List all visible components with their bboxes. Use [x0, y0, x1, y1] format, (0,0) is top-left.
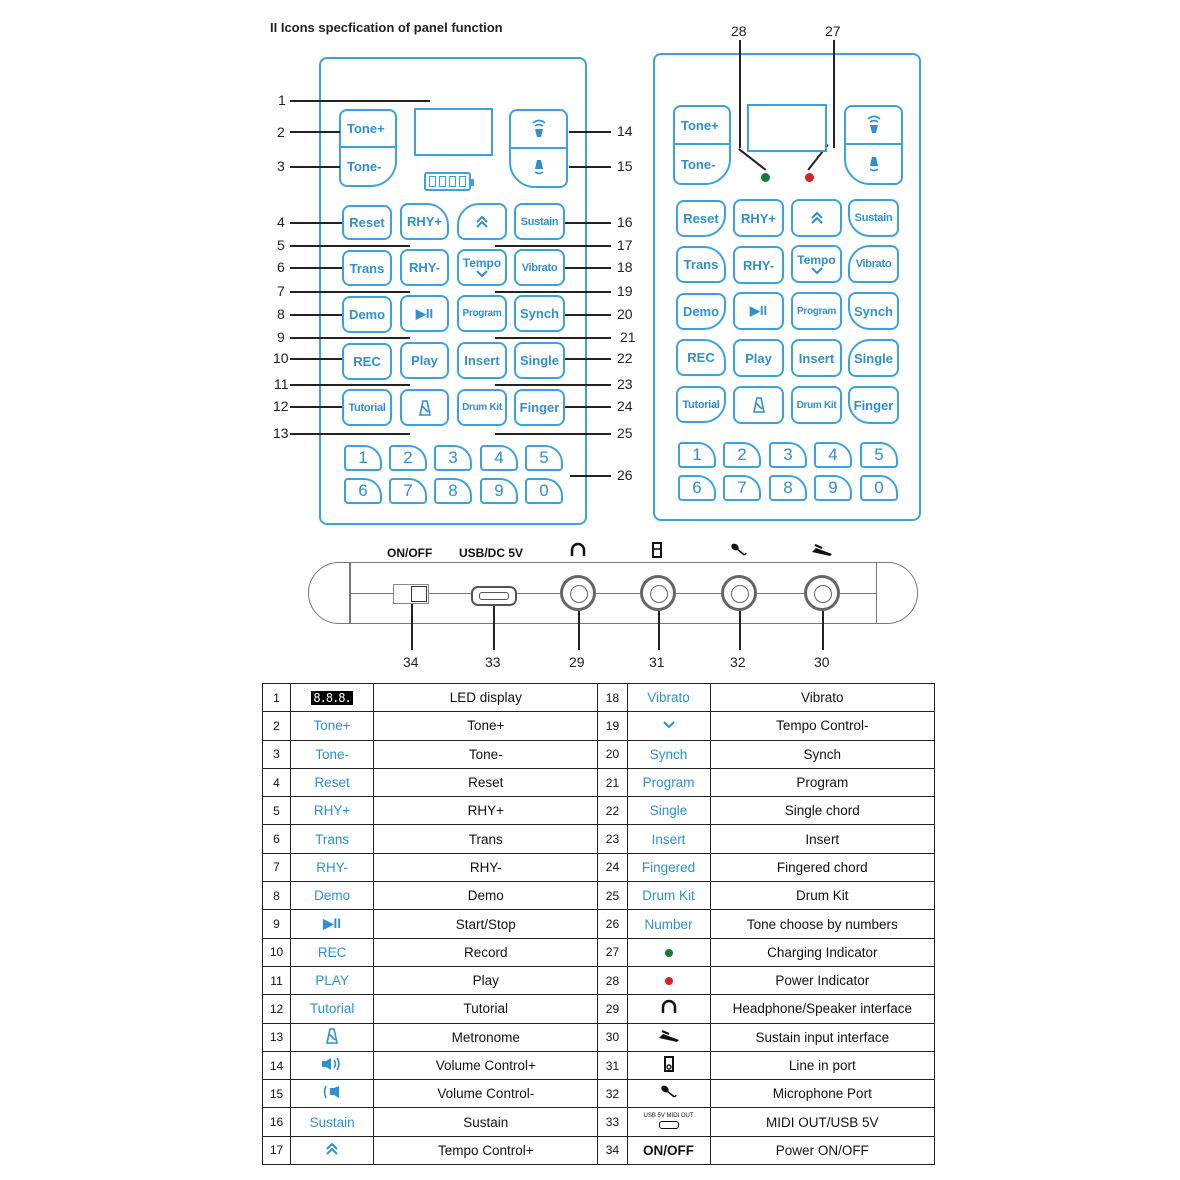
sustain-jack[interactable] — [804, 575, 840, 611]
callout-15: 15 — [617, 158, 633, 174]
item-description: Start/Stop — [374, 910, 598, 938]
callout-22: 22 — [617, 350, 633, 366]
double-chevron-up-icon — [325, 1142, 339, 1156]
item-number: 6 — [263, 825, 291, 853]
item-number: 27 — [598, 938, 627, 966]
section-title: II Icons specfication of panel function — [270, 20, 503, 35]
item-description: RHY+ — [374, 797, 598, 825]
start-stop-button-right[interactable]: ▶II — [733, 292, 784, 330]
charging-led — [761, 173, 770, 182]
tutorial-button-right[interactable]: Tutorial — [676, 386, 726, 423]
item-number: 13 — [263, 1023, 291, 1051]
callout-32: 32 — [730, 654, 746, 670]
number-key-2[interactable]: 2 — [389, 445, 427, 471]
vibrato-button[interactable]: Vibrato — [514, 249, 565, 286]
line-in-jack[interactable] — [640, 575, 676, 611]
callout-4: 4 — [277, 214, 285, 230]
item-description: Sustain input interface — [710, 1023, 934, 1051]
play-button-right[interactable]: Play — [733, 339, 784, 377]
item-description: Demo — [374, 882, 598, 910]
metronome-icon — [326, 1028, 338, 1044]
item-number: 21 — [598, 768, 627, 796]
number-key-4-right[interactable]: 4 — [814, 442, 852, 468]
sustain-pedal-icon — [656, 1028, 682, 1044]
volume-up-icon — [321, 1057, 343, 1071]
volume-buttons-right — [844, 105, 903, 185]
double-chevron-up-icon — [475, 215, 489, 229]
item-description: RHY- — [374, 853, 598, 881]
item-number: 11 — [263, 966, 291, 994]
callout-21: 21 — [620, 329, 636, 345]
number-key-9[interactable]: 9 — [480, 478, 518, 504]
synch-button-right[interactable]: Synch — [848, 292, 899, 330]
number-key-8-right[interactable]: 8 — [769, 475, 807, 501]
number-key-6-right[interactable]: 6 — [678, 475, 716, 501]
item-description: Trans — [374, 825, 598, 853]
sustain-pedal-icon — [810, 542, 834, 558]
usb-midi-icon: USB 5V MIDI OUT — [644, 1113, 694, 1131]
rhy-minus-button-right[interactable]: RHY- — [733, 246, 784, 284]
callout-2: 2 — [277, 124, 285, 140]
item-number: 17 — [263, 1136, 291, 1164]
item-description: Synch — [710, 740, 934, 768]
callout-19: 19 — [617, 283, 633, 299]
single-button-right[interactable]: Single — [848, 339, 899, 377]
item-number: 14 — [263, 1051, 291, 1079]
callout-3: 3 — [277, 158, 285, 174]
tone-minus-button-right[interactable]: Tone- — [681, 156, 716, 172]
icon-label: RHY- — [316, 859, 348, 875]
item-number: 18 — [598, 684, 627, 712]
rhy-minus-button[interactable]: RHY- — [400, 249, 449, 286]
line-in-icon — [663, 1056, 675, 1072]
icon-label: Tone- — [315, 746, 349, 762]
chevron-down-icon — [811, 267, 823, 275]
callout-30: 30 — [814, 654, 830, 670]
item-number: 20 — [598, 740, 627, 768]
item-number: 16 — [263, 1108, 291, 1136]
callout-6: 6 — [277, 259, 285, 275]
trans-button-right[interactable]: Trans — [676, 246, 726, 283]
number-key-0-right[interactable]: 0 — [860, 475, 898, 501]
sustain-button[interactable]: Sustain — [514, 203, 565, 240]
item-number: 32 — [598, 1080, 627, 1108]
speaker-quiet-icon — [530, 157, 548, 177]
item-number: 7 — [263, 853, 291, 881]
item-number: 2 — [263, 712, 291, 740]
item-description: Fingered chord — [710, 853, 934, 881]
table-row — [263, 1023, 935, 1051]
number-key-5-right[interactable]: 5 — [860, 442, 898, 468]
callout-26: 26 — [617, 467, 633, 483]
table-row — [263, 825, 935, 853]
icon-label: Vibrato — [647, 690, 690, 706]
tempo-up-button[interactable] — [457, 203, 507, 240]
onoff-label: ON/OFF — [387, 546, 433, 560]
volume-down-button-right[interactable] — [846, 145, 901, 183]
onoff-icon: ON/OFF — [643, 1142, 695, 1158]
trans-button[interactable]: Trans — [342, 250, 392, 286]
drum-kit-button[interactable]: Drum Kit — [457, 389, 507, 426]
callout-33: 33 — [485, 654, 501, 670]
volume-up-button[interactable] — [511, 111, 566, 149]
vibrato-button-right[interactable]: Vibrato — [848, 245, 899, 283]
item-description: Tempo Control+ — [374, 1136, 598, 1164]
callout-18: 18 — [617, 259, 633, 275]
number-key-8[interactable]: 8 — [434, 478, 472, 504]
volume-down-button[interactable] — [511, 149, 566, 187]
item-number: 10 — [263, 938, 291, 966]
tempo-label: Tempo — [462, 256, 502, 270]
double-chevron-up-icon — [810, 211, 824, 225]
callout-23: 23 — [617, 376, 633, 392]
insert-button-right[interactable]: Insert — [791, 339, 842, 377]
item-description: Power Indicator — [710, 966, 934, 994]
table-row — [263, 1136, 935, 1164]
rec-button-right[interactable]: REC — [676, 339, 726, 376]
callout-24: 24 — [617, 398, 633, 414]
icon-label: Program — [642, 775, 695, 791]
item-number: 12 — [263, 995, 291, 1023]
microphone-jack[interactable] — [721, 575, 757, 611]
metronome-button[interactable] — [400, 389, 449, 426]
callout-12: 12 — [273, 398, 289, 414]
icon-label: REC — [317, 944, 347, 960]
item-description: Charging Indicator — [710, 938, 934, 966]
callout-25: 25 — [617, 425, 633, 441]
item-number: 34 — [598, 1136, 627, 1164]
item-description: Sustain — [374, 1108, 598, 1136]
green-dot-icon — [665, 949, 673, 957]
table-row — [263, 882, 935, 910]
item-description: Line in port — [710, 1051, 934, 1079]
table-row — [263, 910, 935, 938]
microphone-icon — [730, 542, 748, 558]
icon-label: Drum Kit — [642, 888, 695, 904]
icon-label: RHY+ — [313, 803, 351, 819]
reset-button-right[interactable]: Reset — [676, 200, 726, 237]
item-description: Tutorial — [374, 995, 598, 1023]
line-in-icon — [651, 542, 663, 558]
callout-34: 34 — [403, 654, 419, 670]
rec-button[interactable]: REC — [342, 343, 392, 380]
number-key-1[interactable]: 1 — [344, 445, 382, 471]
headphone-icon — [660, 999, 678, 1015]
metronome-icon — [419, 400, 431, 416]
item-number: 23 — [598, 825, 627, 853]
demo-button[interactable]: Demo — [342, 296, 392, 333]
reset-button[interactable]: Reset — [342, 205, 392, 240]
callout-9: 9 — [277, 329, 285, 345]
callout-13: 13 — [273, 425, 289, 441]
tone-plus-button-right[interactable]: Tone+ — [675, 107, 729, 145]
start-stop-button[interactable]: ▶II — [400, 295, 449, 332]
table-row — [263, 1080, 935, 1108]
item-description: Metronome — [374, 1023, 598, 1051]
play-button[interactable]: Play — [400, 342, 449, 379]
callout-14: 14 — [617, 123, 633, 139]
callout-28: 28 — [731, 23, 747, 39]
icon-label: Reset — [314, 775, 350, 791]
item-number: 26 — [598, 910, 627, 938]
table-row — [263, 1051, 935, 1079]
speaker-loud-icon — [865, 115, 883, 135]
item-number: 3 — [263, 740, 291, 768]
metronome-button-right[interactable] — [733, 386, 784, 424]
number-key-7-right[interactable]: 7 — [723, 475, 761, 501]
item-number: 28 — [598, 966, 627, 994]
single-button[interactable]: Single — [514, 342, 565, 379]
item-number: 22 — [598, 797, 627, 825]
power-switch[interactable] — [393, 584, 429, 604]
callout-31: 31 — [649, 654, 665, 670]
specification-table — [262, 683, 935, 1165]
speaker-loud-icon — [530, 119, 548, 139]
microphone-icon — [660, 1084, 678, 1100]
finger-button[interactable]: Finger — [514, 389, 565, 426]
table-row — [263, 684, 935, 712]
chevron-down-icon — [476, 270, 488, 278]
tutorial-button[interactable]: Tutorial — [342, 389, 392, 426]
item-description: Tone choose by numbers — [710, 910, 934, 938]
play-pause-icon: ▶II — [323, 916, 342, 932]
item-number: 1 — [263, 684, 291, 712]
icon-label: Single — [649, 803, 688, 819]
callout-27: 27 — [825, 23, 841, 39]
callout-17: 17 — [617, 237, 633, 253]
item-description: Volume Control- — [374, 1080, 598, 1108]
power-led — [805, 173, 814, 182]
icon-label: Number — [644, 916, 693, 932]
item-number: 19 — [598, 712, 627, 740]
callout-7: 7 — [277, 283, 285, 299]
drum-kit-button-right[interactable]: Drum Kit — [791, 386, 842, 424]
number-key-3[interactable]: 3 — [434, 445, 472, 471]
tone-buttons-right — [673, 105, 731, 185]
icon-label: Tone+ — [313, 718, 351, 734]
item-description: Program — [710, 768, 934, 796]
table-row — [263, 995, 935, 1023]
callout-29: 29 — [569, 654, 585, 670]
number-key-0[interactable]: 0 — [525, 478, 563, 504]
table-row — [263, 1108, 935, 1136]
item-number: 31 — [598, 1051, 627, 1079]
item-description: Tempo Control- — [710, 712, 934, 740]
icon-label: PLAY — [315, 973, 349, 989]
item-description: Reset — [374, 768, 598, 796]
tone-minus-button[interactable]: Tone- — [347, 159, 382, 174]
icon-label: Sustain — [309, 1114, 355, 1130]
table-row — [263, 966, 935, 994]
number-key-5[interactable]: 5 — [525, 445, 563, 471]
table-row — [263, 768, 935, 796]
item-description: Volume Control+ — [374, 1051, 598, 1079]
item-description: Drum Kit — [710, 882, 934, 910]
insert-button[interactable]: Insert — [457, 342, 507, 379]
item-number: 4 — [263, 768, 291, 796]
number-key-4[interactable]: 4 — [480, 445, 518, 471]
item-description: LED display — [374, 684, 598, 712]
item-number: 25 — [598, 882, 627, 910]
volume-buttons — [509, 109, 568, 188]
item-number: 15 — [263, 1080, 291, 1108]
led-display — [414, 108, 493, 156]
item-number: 9 — [263, 910, 291, 938]
metronome-icon — [753, 397, 765, 413]
item-number: 30 — [598, 1023, 627, 1051]
tone-plus-button[interactable]: Tone+ — [341, 111, 395, 148]
usb-port[interactable] — [471, 586, 517, 606]
table-row — [263, 712, 935, 740]
icon-label: Trans — [315, 831, 350, 847]
program-button[interactable]: Program — [457, 295, 507, 332]
number-key-1-right[interactable]: 1 — [678, 442, 716, 468]
callout-16: 16 — [617, 214, 633, 230]
number-key-9-right[interactable]: 9 — [814, 475, 852, 501]
icon-label: Synch — [649, 746, 688, 762]
tempo-up-button-right[interactable] — [791, 199, 842, 237]
item-description: Vibrato — [710, 684, 934, 712]
icon-label: Insert — [651, 831, 686, 847]
tone-buttons — [339, 109, 397, 187]
callout-10: 10 — [273, 350, 289, 366]
table-row — [263, 938, 935, 966]
callout-20: 20 — [617, 306, 633, 322]
rhy-plus-button-right[interactable]: RHY+ — [733, 199, 784, 237]
item-number: 5 — [263, 797, 291, 825]
number-key-7[interactable]: 7 — [389, 478, 427, 504]
demo-button-right[interactable]: Demo — [676, 293, 726, 330]
red-dot-icon — [665, 977, 673, 985]
volume-down-icon — [322, 1085, 342, 1099]
rhy-plus-button[interactable]: RHY+ — [400, 203, 449, 240]
table-row — [263, 853, 935, 881]
item-description: Headphone/Speaker interface — [710, 995, 934, 1023]
icon-label: Fingered — [641, 859, 696, 875]
callout-1: 1 — [278, 92, 286, 108]
callout-5: 5 — [277, 237, 285, 253]
volume-up-button-right[interactable] — [846, 107, 901, 145]
callout-11: 11 — [274, 376, 289, 392]
item-number: 8 — [263, 882, 291, 910]
item-number: 29 — [598, 995, 627, 1023]
callout-8: 8 — [277, 306, 285, 322]
number-key-6[interactable]: 6 — [344, 478, 382, 504]
item-description: Single chord — [710, 797, 934, 825]
item-description: Record — [374, 938, 598, 966]
table-row — [263, 740, 935, 768]
item-description: Tone- — [374, 740, 598, 768]
tempo-label: Tempo — [797, 252, 836, 267]
tempo-down-button-right[interactable] — [791, 245, 842, 283]
icon-label: Tutorial — [309, 1001, 355, 1017]
number-key-3-right[interactable]: 3 — [769, 442, 807, 468]
finger-button-right[interactable]: Finger — [848, 386, 899, 424]
icon-label: Demo — [314, 888, 351, 904]
sustain-button-right[interactable]: Sustain — [848, 199, 899, 237]
synch-button[interactable]: Synch — [514, 295, 565, 332]
chevron-down-icon — [662, 720, 676, 730]
speaker-quiet-icon — [865, 154, 883, 174]
led-digits-icon: 8.8.8. — [313, 691, 351, 706]
usb-label: USB/DC 5V — [459, 546, 524, 560]
item-description: MIDI OUT/USB 5V — [710, 1108, 934, 1136]
item-description: Play — [374, 966, 598, 994]
headphone-jack[interactable] — [560, 575, 596, 611]
item-description: Microphone Port — [710, 1080, 934, 1108]
item-description: Tone+ — [374, 712, 598, 740]
item-number: 33 — [598, 1108, 627, 1136]
item-description: Power ON/OFF — [710, 1136, 934, 1164]
item-number: 24 — [598, 853, 627, 881]
program-button-right[interactable]: Program — [791, 292, 842, 330]
headphone-icon — [569, 542, 587, 558]
number-key-2-right[interactable]: 2 — [723, 442, 761, 468]
battery-icon — [424, 172, 471, 191]
item-description: Insert — [710, 825, 934, 853]
led-display-right — [747, 104, 827, 152]
table-row — [263, 797, 935, 825]
tempo-down-button[interactable] — [457, 249, 507, 286]
